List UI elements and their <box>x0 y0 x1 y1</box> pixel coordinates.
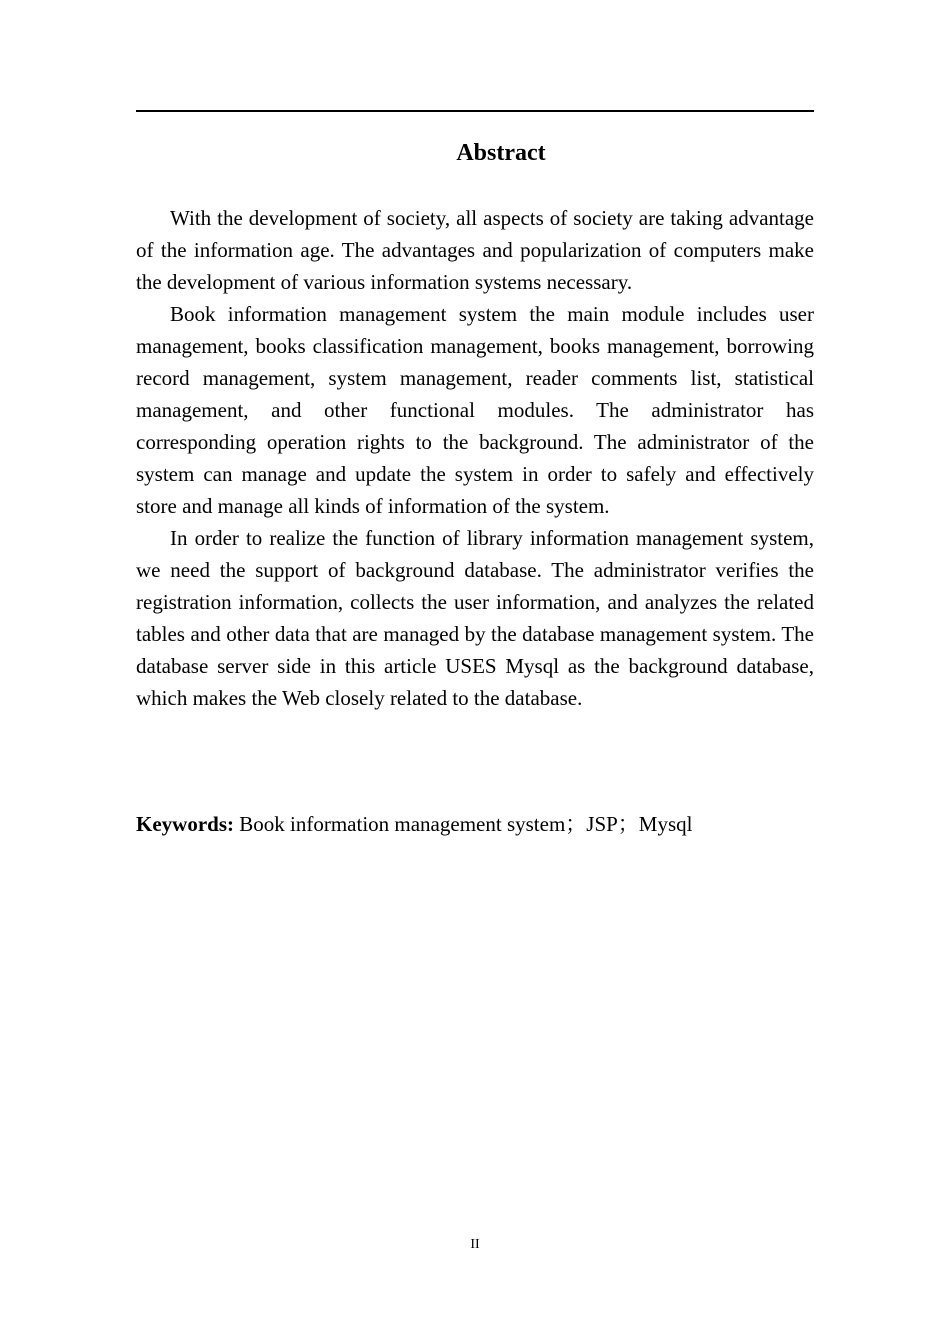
keywords-value: Book information management system；JSP；Mysql <box>239 812 693 836</box>
header-rule <box>136 110 814 112</box>
keywords-label: Keywords: <box>136 812 234 836</box>
page-number: II <box>470 1237 480 1252</box>
abstract-paragraph: Book information management system the main module includes user management, books classification management, books management, borrowing record management, system management, reader comments list, statistical management, and other functional modules. The administrator has corresponding operation rights to the background. The administrator of the system can manage and update the system in order to safely and effectively store and manage all kinds of information of the system. <box>136 302 814 518</box>
abstract-paragraph: In order to realize the function of library information management system, we need the support of background database. The administrator verifies the registration information, collects the user information, and analyzes the related tables and other data that are managed by the database management system. The database server side in this article USES Mysql as the background database, which makes the Web closely related to the database. <box>136 526 814 710</box>
abstract-title: Abstract <box>456 140 546 166</box>
abstract-body <box>136 202 814 714</box>
keywords-line <box>136 808 814 840</box>
abstract-paragraph: With the development of society, all aspects of society are taking advantage of the information age. The advantages and popularization of computers make the development of various information systems necessary. <box>136 206 814 294</box>
